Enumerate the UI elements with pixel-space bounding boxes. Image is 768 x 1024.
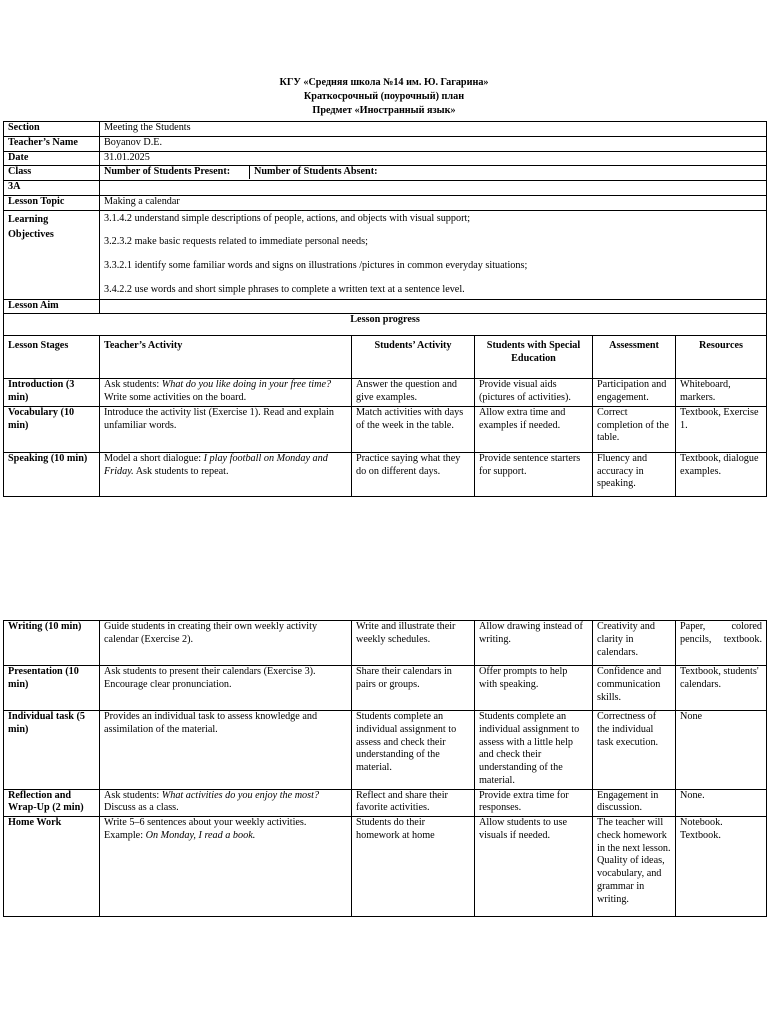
topic-label: Lesson Topic — [4, 195, 100, 210]
students-absent-label: Number of Students Absent: — [254, 166, 378, 178]
teacher-activity — [100, 666, 352, 711]
col-header-resources: Resources — [676, 336, 767, 379]
special-education: Allow drawing instead of writing. — [475, 621, 593, 666]
stage-row — [4, 406, 767, 452]
resources: Paper, colored pencils, textbook. — [676, 621, 767, 666]
students-activity: Students do their homework at home — [352, 817, 475, 917]
students-activity: Write and illustrate their weekly schedules. — [352, 621, 475, 666]
assessment: Fluency and accuracy in speaking. — [593, 452, 676, 496]
teacher-activity-text: Ask students to present their calendars (Exercise 3). Encourage clear pronunciation. — [104, 666, 316, 690]
special-education: Provide sentence starters for support. — [475, 452, 593, 496]
stage-row — [4, 817, 767, 917]
teacher-activity-text: Introduce the activity list (Exercise 1). Read and explain unfamiliar words. — [104, 406, 334, 431]
teacher-activity — [100, 817, 352, 917]
students-activity: Match activities with days of the week in the table. — [352, 406, 475, 452]
col-header-teacher: Teacher’s Activity — [100, 336, 352, 379]
students-activity: Reflect and share their favorite activities. — [352, 789, 475, 817]
attendance-cell — [100, 166, 767, 181]
section-label: Section — [4, 122, 100, 137]
teacher-value: Boyanov D.E. — [100, 136, 767, 151]
assessment: Engagement in discussion. — [593, 789, 676, 817]
stage-name: Home Work — [4, 817, 100, 917]
special-education: Allow students to use visuals if needed. — [475, 817, 593, 917]
objectives-list — [100, 210, 767, 299]
subject-title: Предмет «Иностранный язык» — [312, 105, 456, 116]
teacher-activity-example: What do you like doing in your free time? — [161, 379, 332, 391]
col-header-stages: Lesson Stages — [4, 336, 100, 379]
objectives-label: Learning Objectives — [4, 210, 100, 299]
stage-row — [4, 621, 767, 666]
teacher-activity-example: I play football on Monday and Friday. — [104, 452, 328, 477]
teacher-activity-text: Provides an individual task to assess knowledge and assimilation of the material. — [104, 711, 318, 735]
stage-name: Vocabulary (10 min) — [4, 406, 100, 452]
column-header-row — [4, 336, 767, 379]
stage-row — [4, 379, 767, 407]
students-activity: Answer the question and give examples. — [352, 379, 475, 407]
resources: Notebook. Textbook. — [676, 817, 767, 917]
date-label: Date — [4, 151, 100, 166]
students-activity: Share their calendars in pairs or groups. — [352, 666, 475, 711]
objective-item: 3.2.3.2 make basic requests related to immediate personal needs; — [104, 236, 368, 248]
assessment: Correctness of the individual task execution. — [593, 711, 676, 790]
stage-name: Reflection and Wrap-Up (2 min) — [4, 789, 100, 817]
resources: Textbook, students' calendars. — [676, 666, 767, 711]
teacher-activity — [100, 711, 352, 790]
assessment: Confidence and communication skills. — [593, 666, 676, 711]
col-header-assessment: Assessment — [593, 336, 676, 379]
objective-item: 3.1.4.2 understand simple descriptions of people, actions, and objects with visual support; — [104, 212, 471, 224]
school-name: КГУ «Средняя школа №14 им. Ю. Гагарина» — [279, 77, 489, 88]
teacher-activity — [100, 452, 352, 496]
assessment: The teacher will check homework in the next lesson. Quality of ideas, vocabulary, and grammar in writing. — [593, 817, 676, 917]
teacher-activity — [100, 406, 352, 452]
teacher-activity — [100, 621, 352, 666]
class-value-row — [4, 181, 767, 196]
stage-row — [4, 711, 767, 790]
lesson-plan-table-page1 — [3, 121, 767, 497]
teacher-activity-text: Ask students: — [104, 379, 162, 391]
special-education: Allow extra time and examples if needed. — [475, 406, 593, 452]
stage-row — [4, 452, 767, 496]
objectives-row — [4, 210, 767, 299]
stage-name: Introduction (3 min) — [4, 379, 100, 407]
aim-value — [100, 299, 767, 314]
stage-name: Presentation (10 min) — [4, 666, 100, 711]
class-row — [4, 166, 767, 181]
plan-title: Краткосрочный (поурочный) план — [303, 91, 465, 102]
teacher-activity-text: Ask students: — [104, 789, 162, 801]
stage-name: Speaking (10 min) — [4, 452, 100, 496]
stage-name: Writing (10 min) — [4, 621, 100, 666]
teacher-activity — [100, 379, 352, 407]
students-activity: Students complete an individual assignment to assess and check their understanding of the material. — [352, 711, 475, 790]
resources: None. — [676, 789, 767, 817]
stage-row — [4, 666, 767, 711]
objective-item: 3.3.2.1 identify some familiar words and signs on illustrations /pictures in common everyday situations; — [104, 260, 528, 271]
teacher-row — [4, 136, 767, 151]
special-education: Students complete an individual assignment to assess with a little help and check their understanding of the material. — [475, 711, 593, 790]
aim-label: Lesson Aim — [4, 299, 100, 314]
class-label: Class — [4, 166, 100, 181]
assessment: Correct completion of the table. — [593, 406, 676, 452]
students-activity: Practice saying what they do on different days. — [352, 452, 475, 496]
resources: Textbook, Exercise 1. — [676, 406, 767, 452]
assessment: Creativity and clarity in calendars. — [593, 621, 676, 666]
lesson-plan-table-page2 — [3, 620, 767, 917]
teacher-activity-text: Guide students in creating their own weekly activity calendar (Exercise 2). — [104, 621, 318, 645]
col-header-special: Students with Special Education — [475, 336, 593, 379]
assessment: Participation and engagement. — [593, 379, 676, 407]
progress-title: Lesson progress — [4, 314, 767, 336]
teacher-activity-text: Model a short dialogue: — [104, 452, 204, 464]
teacher-activity-text: Write 5–6 sentences about your weekly activities. Example: — [104, 817, 307, 841]
section-value: Meeting the Students — [100, 122, 767, 137]
progress-title-row — [4, 314, 767, 336]
topic-row — [4, 195, 767, 210]
col-header-students: Students’ Activity — [352, 336, 475, 379]
objective-item: 3.4.2.2 use words and short simple phrases to complete a written text at a sentence level. — [104, 283, 465, 295]
teacher-activity-text: Discuss as a class. — [104, 802, 179, 814]
teacher-label: Teacher’s Name — [4, 136, 100, 151]
aim-row — [4, 299, 767, 314]
teacher-activity-text: Ask students to repeat. — [133, 465, 229, 477]
class-value: 3A — [4, 181, 100, 196]
resources: None — [676, 711, 767, 790]
teacher-activity-example: On Monday, I read a book. — [145, 829, 256, 841]
special-education: Offer prompts to help with speaking. — [475, 666, 593, 711]
date-row — [4, 151, 767, 166]
stage-name: Individual task (5 min) — [4, 711, 100, 790]
teacher-activity — [100, 789, 352, 817]
class-value-empty — [100, 181, 767, 196]
special-education: Provide visual aids (pictures of activities). — [475, 379, 593, 407]
topic-value: Making a calendar — [100, 195, 767, 210]
teacher-activity-example: What activities do you enjoy the most? — [161, 789, 320, 801]
date-value: 31.01.2025 — [100, 151, 767, 166]
teacher-activity-text: Write some activities on the board. — [104, 392, 247, 403]
special-education: Provide extra time for responses. — [475, 789, 593, 817]
stage-row — [4, 789, 767, 817]
document-header — [0, 76, 768, 118]
resources: Textbook, dialogue examples. — [676, 452, 767, 496]
section-row — [4, 122, 767, 137]
students-present-label: Number of Students Present: — [100, 166, 250, 179]
resources: Whiteboard, markers. — [676, 379, 767, 407]
